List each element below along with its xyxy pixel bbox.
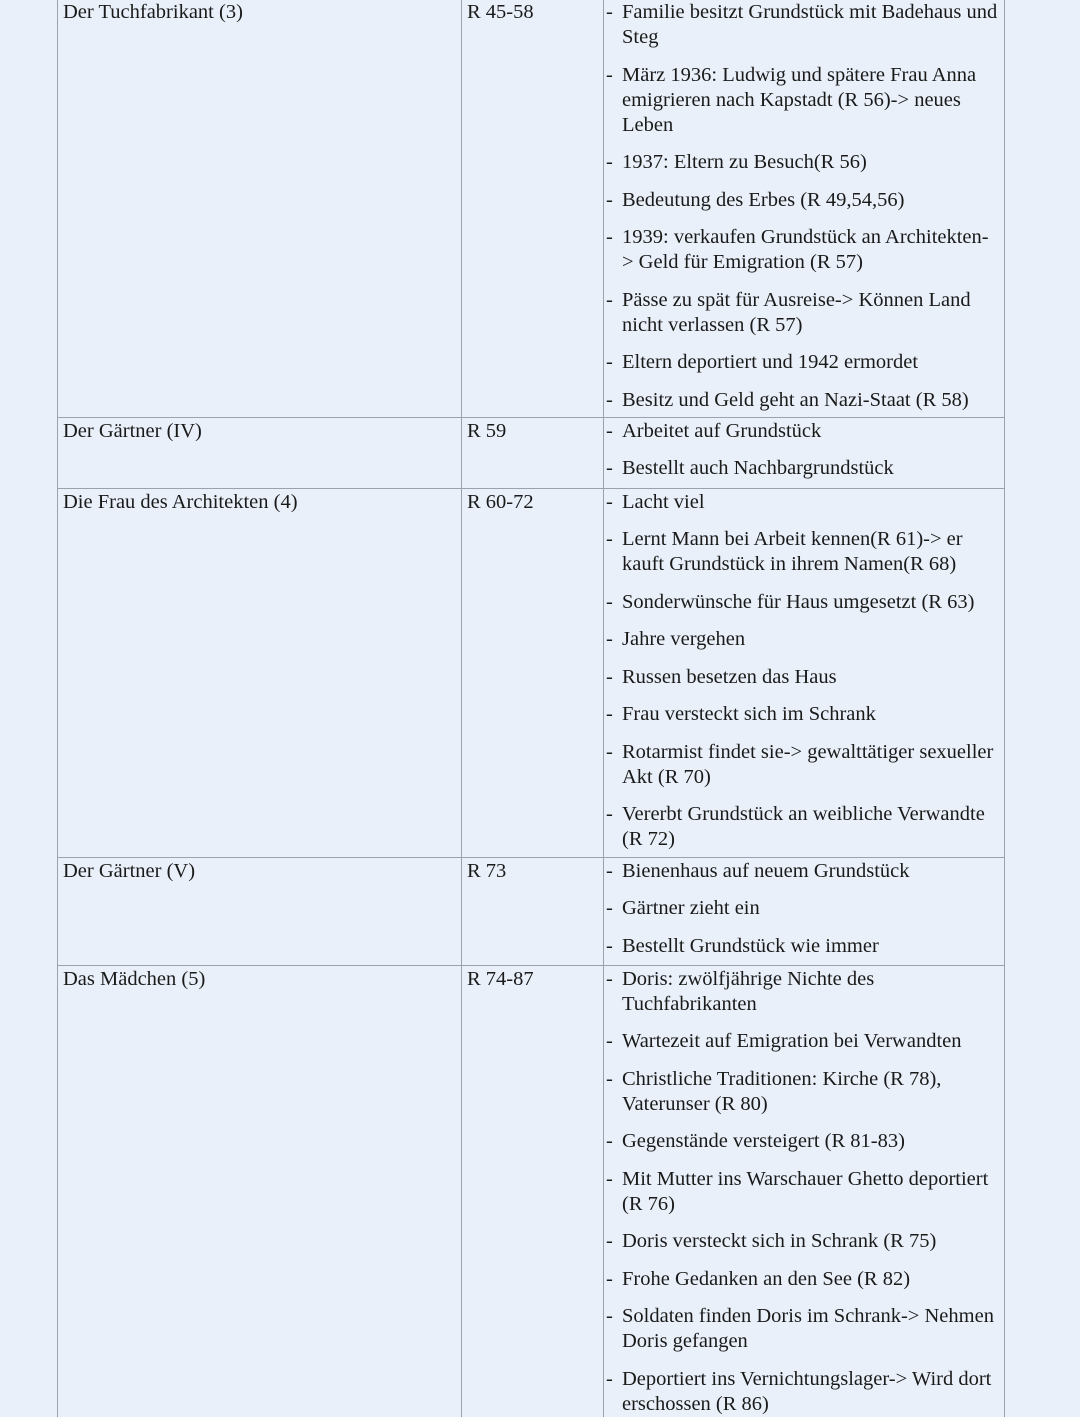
note-text: Jahre vergehen bbox=[622, 628, 746, 650]
page-range-cell bbox=[462, 488, 604, 857]
chapter-title: Der Tuchfabrikant (3) bbox=[63, 1, 243, 23]
list-item: - Doris: zwölfjährige Nichte des Tuchfabrikanten bbox=[606, 967, 875, 1015]
note-text: Doris versteckt sich in Schrank (R 75) bbox=[622, 1230, 937, 1252]
page-range-cell bbox=[462, 965, 604, 1417]
list-item: - Bedeutung des Erbes (R 49,54,56) bbox=[606, 188, 905, 211]
list-item: - Rotarmist findet sie-> gewalttätiger sexueller Akt (R 70) bbox=[606, 740, 994, 788]
note-text: Familie besitzt Grundstück mit Badehaus und Steg bbox=[622, 1, 998, 48]
note-text: Besitz und Geld geht an Nazi-Staat (R 58) bbox=[622, 388, 969, 411]
page-range: R 60-72 bbox=[467, 490, 534, 513]
note-text: Mit Mutter ins Warschauer Ghetto deportiert (R 76) bbox=[622, 1167, 989, 1215]
list-item: - Sonderwünsche für Haus umgesetzt (R 63) bbox=[606, 590, 975, 613]
chapter-title: Die Frau des Architekten (4) bbox=[63, 490, 298, 513]
chapter-title-cell bbox=[58, 857, 462, 965]
list-item: - März 1936: Ludwig und spätere Frau Anna emigrieren nach Kapstadt (R 56)-> neues Leben bbox=[606, 63, 977, 136]
chapter-title-cell bbox=[58, 0, 462, 417]
notes-list bbox=[604, 418, 1004, 482]
list-item: - Lacht viel bbox=[606, 490, 705, 513]
note-text: Bestellt auch Nachbargrundstück bbox=[622, 457, 894, 479]
list-item: - Vererbt Grundstück an weibliche Verwandte (R 72) bbox=[606, 803, 985, 850]
note-text: 1937: Eltern zu Besuch(R 56) bbox=[622, 151, 867, 173]
list-item: - Eltern deportiert und 1942 ermordet bbox=[606, 351, 919, 373]
note-text: Christliche Traditionen: Kirche (R 78), Vaterunser (R 80) bbox=[622, 1067, 942, 1115]
note-text: Lernt Mann bei Arbeit kennen(R 61)-> er kauft Grundstück in ihrem Namen(R 68) bbox=[622, 528, 963, 575]
note-text: Vererbt Grundstück an weibliche Verwandte (R 72) bbox=[622, 803, 985, 850]
table-row bbox=[58, 857, 1005, 965]
notes-cell bbox=[604, 417, 1005, 488]
table-row bbox=[58, 488, 1005, 857]
note-text: Lacht viel bbox=[622, 490, 705, 513]
page-range: R 45-58 bbox=[467, 1, 534, 23]
page-range-cell bbox=[462, 857, 604, 965]
list-item: - Frohe Gedanken an den See (R 82) bbox=[606, 1267, 911, 1290]
list-item: - Wartezeit auf Emigration bei Verwandten bbox=[606, 1030, 962, 1052]
note-text: Wartezeit auf Emigration bei Verwandten bbox=[622, 1030, 962, 1052]
list-item: - Bienenhaus auf neuem Grundstück bbox=[606, 859, 910, 882]
table-row bbox=[58, 965, 1005, 1417]
note-text: Russen besetzen das Haus bbox=[622, 665, 837, 688]
note-text: März 1936: Ludwig und spätere Frau Anna emigrieren nach Kapstadt (R 56)-> neues Leben bbox=[622, 63, 977, 136]
list-item: - Soldaten finden Doris im Schrank-> Nehmen Doris gefangen bbox=[606, 1305, 994, 1352]
list-item: - Bestellt Grundstück wie immer bbox=[606, 934, 879, 957]
note-text: Gärtner zieht ein bbox=[622, 897, 760, 919]
chapter-title: Das Mädchen (5) bbox=[63, 967, 206, 990]
chapter-title: Der Gärtner (IV) bbox=[63, 419, 202, 442]
note-text: Deportiert ins Vernichtungslager-> Wird dort erschossen (R 86) bbox=[622, 1367, 992, 1415]
chapter-title: Der Gärtner (V) bbox=[63, 859, 196, 882]
chapter-table-body bbox=[58, 0, 1005, 1417]
note-text: Bienenhaus auf neuem Grundstück bbox=[622, 859, 910, 882]
page-range: R 73 bbox=[467, 859, 507, 882]
chapter-title-cell bbox=[58, 965, 462, 1417]
note-text: Soldaten finden Doris im Schrank-> Nehmen Doris gefangen bbox=[622, 1305, 994, 1352]
note-text: Gegenstände versteigert (R 81-83) bbox=[622, 1130, 905, 1152]
note-text: Rotarmist findet sie-> gewalttätiger sexueller Akt (R 70) bbox=[622, 740, 994, 788]
notes-list bbox=[604, 0, 1004, 413]
note-text: 1939: verkaufen Grundstück an Architekten-> Geld für Emigration (R 57) bbox=[622, 226, 989, 273]
page-range: R 59 bbox=[467, 419, 507, 442]
note-text: Sonderwünsche für Haus umgesetzt (R 63) bbox=[622, 590, 975, 613]
chapter-title-cell bbox=[58, 417, 462, 488]
page-range: R 74-87 bbox=[467, 967, 534, 990]
list-item: - 1937: Eltern zu Besuch(R 56) bbox=[606, 151, 867, 173]
notes-list bbox=[604, 489, 1004, 853]
list-item: - Jahre vergehen bbox=[606, 628, 746, 650]
notes-list bbox=[604, 858, 1004, 959]
list-item: - Bestellt auch Nachbargrundstück bbox=[606, 457, 894, 479]
chapter-title-cell bbox=[58, 488, 462, 857]
notes-cell bbox=[604, 965, 1005, 1417]
page-range-cell bbox=[462, 417, 604, 488]
notes-cell bbox=[604, 488, 1005, 857]
list-item: - Arbeitet auf Grundstück bbox=[606, 419, 822, 442]
list-item: - Besitz und Geld geht an Nazi-Staat (R 58) bbox=[606, 388, 969, 411]
list-item: - Lernt Mann bei Arbeit kennen(R 61)-> er kauft Grundstück in ihrem Namen(R 68) bbox=[606, 528, 963, 575]
list-item: - Doris versteckt sich in Schrank (R 75) bbox=[606, 1230, 937, 1252]
list-item: - Russen besetzen das Haus bbox=[606, 665, 837, 688]
note-text: Frohe Gedanken an den See (R 82) bbox=[622, 1267, 911, 1290]
table-row bbox=[58, 0, 1005, 417]
notes-cell bbox=[604, 857, 1005, 965]
list-item: - Gärtner zieht ein bbox=[606, 897, 760, 919]
table-row bbox=[58, 417, 1005, 488]
list-item: - Frau versteckt sich im Schrank bbox=[606, 703, 876, 725]
note-text: Frau versteckt sich im Schrank bbox=[622, 703, 876, 725]
list-item: - Deportiert ins Vernichtungslager-> Wird dort erschossen (R 86) bbox=[606, 1367, 992, 1415]
list-item: - Gegenstände versteigert (R 81-83) bbox=[606, 1130, 905, 1152]
notes-list bbox=[604, 966, 1004, 1417]
list-item: - 1939: verkaufen Grundstück an Architekten-> Geld für Emigration (R 57) bbox=[606, 226, 989, 273]
note-text: Eltern deportiert und 1942 ermordet bbox=[622, 351, 919, 373]
list-item: - Familie besitzt Grundstück mit Badehaus und Steg bbox=[606, 1, 998, 48]
note-text: Bedeutung des Erbes (R 49,54,56) bbox=[622, 188, 905, 211]
note-text: Doris: zwölfjährige Nichte des Tuchfabrikanten bbox=[622, 967, 875, 1015]
list-item: - Mit Mutter ins Warschauer Ghetto deportiert (R 76) bbox=[606, 1167, 989, 1215]
note-text: Arbeitet auf Grundstück bbox=[622, 419, 822, 442]
page-range-cell bbox=[462, 0, 604, 417]
list-item: - Christliche Traditionen: Kirche (R 78), Vaterunser (R 80) bbox=[606, 1067, 942, 1115]
chapter-summary-table bbox=[57, 0, 1005, 1417]
note-text: Pässe zu spät für Ausreise-> Können Land nicht verlassen (R 57) bbox=[622, 288, 971, 336]
note-text: Bestellt Grundstück wie immer bbox=[622, 934, 879, 957]
list-item: - Pässe zu spät für Ausreise-> Können Land nicht verlassen (R 57) bbox=[606, 288, 971, 336]
notes-cell bbox=[604, 0, 1005, 417]
